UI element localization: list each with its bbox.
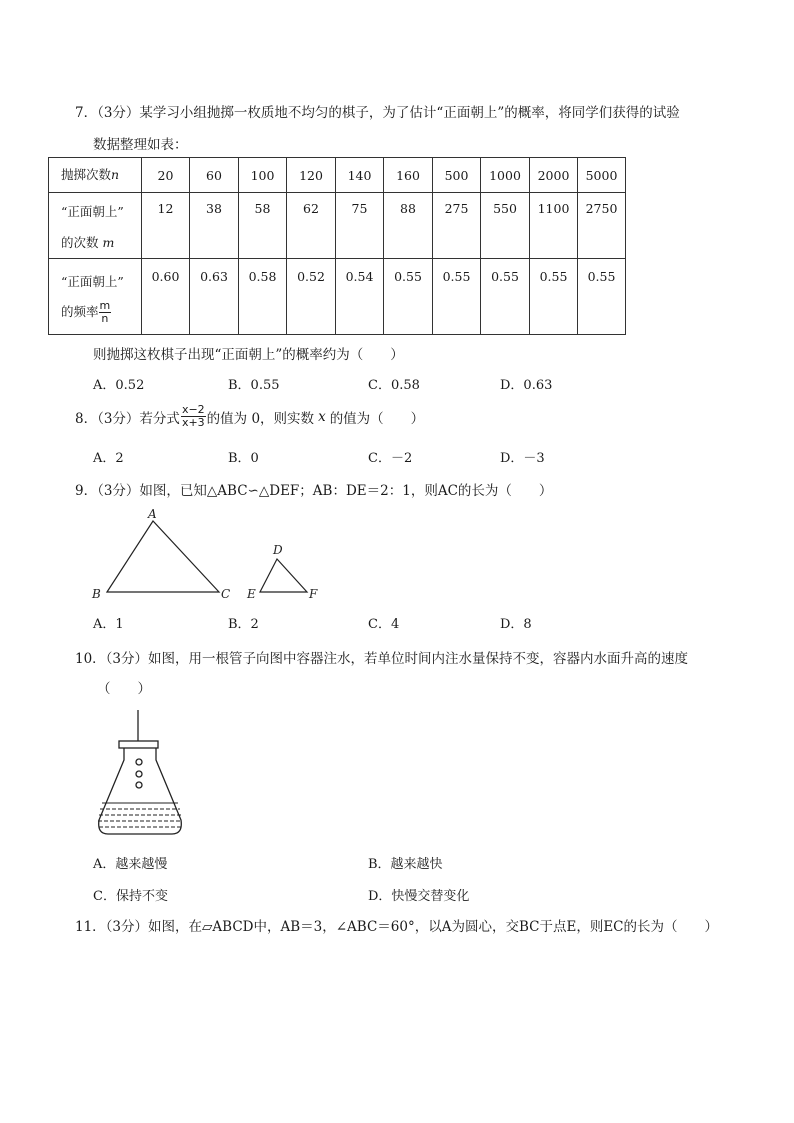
triangle-def [260, 559, 307, 592]
q7-question: 则抛掷这枚棋子出现“正面朝上”的概率约为（ ） [93, 347, 404, 363]
triangle-abc [107, 521, 219, 592]
table-cell: 1100 [530, 193, 578, 259]
q8-fraction: $\frac{x-2}{x+3}$ [181, 403, 205, 429]
table-cell: 100 [239, 158, 287, 193]
q7-stem-line2: 数据整理如表： [93, 137, 188, 153]
table-row [49, 259, 626, 335]
q7-stem-line1: 7．（3分）某学习小组抛掷一枚质地不均匀的棋子，为了估计“正面朝上”的概率，将同学们获得的试验 [75, 105, 680, 121]
row-header-heads-frequency: “正面朝上” 的频率 $\frac{m}{n}$ [49, 259, 142, 335]
table-cell: 88 [384, 193, 433, 259]
q8-stem [75, 404, 424, 429]
q9-option-b[interactable]: B．2 [228, 617, 259, 632]
q10-option-a[interactable]: A．越来越慢 [93, 857, 168, 872]
table-cell: 0.55 [481, 259, 530, 335]
q7-data-table [48, 157, 626, 335]
bubble-icon [136, 771, 142, 777]
vertex-f-label: F [309, 587, 318, 601]
q9-stem: 9．（3分）如图，已知△ABC∽△DEF；AB：DE＝2：1，则AC的长为（ ） [75, 483, 553, 499]
table-cell: 62 [287, 193, 336, 259]
q10-stem-line2: （ ） [97, 681, 151, 697]
q8-suffix-a: 的值为 0，则实数 [206, 410, 315, 427]
q8-option-c[interactable]: C．－2 [368, 451, 413, 466]
table-cell: 0.55 [433, 259, 481, 335]
q10-option-c[interactable]: C．保持不变 [93, 889, 168, 904]
table-cell: 0.54 [336, 259, 384, 335]
vertex-d-label: D [273, 543, 283, 557]
table-cell: 550 [481, 193, 530, 259]
q11-stem: 11．（3分）如图，在▱ABCD中，AB＝3，∠ABC＝60°，以A为圆心，交BC于点E，则EC的长为（ ） [75, 919, 719, 935]
q9-option-a[interactable]: A．1 [93, 617, 124, 632]
table-cell: 12 [142, 193, 190, 259]
table-cell: 120 [287, 158, 336, 193]
q7-option-c[interactable]: C．0.58 [368, 378, 420, 393]
q10-option-d[interactable]: D．快慢交替变化 [368, 889, 470, 904]
q9-option-c[interactable]: C．4 [368, 617, 400, 632]
table-cell: 0.60 [142, 259, 190, 335]
table-cell: 0.55 [384, 259, 433, 335]
vertex-e-label: E [247, 587, 256, 601]
q9-triangles-figure [90, 504, 330, 604]
q9-option-d[interactable]: D．8 [500, 617, 532, 632]
table-cell: 38 [190, 193, 239, 259]
table-cell: 58 [239, 193, 287, 259]
q8-var: x [318, 408, 326, 425]
table-cell: 275 [433, 193, 481, 259]
q8-prefix: 8．（3分）若分式 [75, 410, 180, 427]
vertex-b-label: B [92, 587, 101, 601]
row-header-heads-count: “正面朝上” 的次数 m [49, 193, 142, 259]
table-cell: 0.63 [190, 259, 239, 335]
vertex-c-label: C [221, 587, 231, 601]
table-cell: 2000 [530, 158, 578, 193]
bubble-icon [136, 759, 142, 765]
row-header-throws: 抛掷次数n [49, 158, 142, 193]
q10-stem-line1: 10．（3分）如图，用一根管子向图中容器注水，若单位时间内注水量保持不变，容器内水面升高的速度 [75, 651, 689, 667]
table-row [49, 193, 626, 259]
table-cell: 5000 [578, 158, 626, 193]
table-cell: 60 [190, 158, 239, 193]
table-cell: 1000 [481, 158, 530, 193]
q7-option-b[interactable]: B．0.55 [228, 378, 280, 393]
q8-suffix-b: 的值为（ ） [329, 410, 425, 427]
bubble-icon [136, 782, 142, 788]
table-cell: 500 [433, 158, 481, 193]
table-cell: 0.52 [287, 259, 336, 335]
q7-option-d[interactable]: D．0.63 [500, 378, 553, 393]
table-cell: 0.58 [239, 259, 287, 335]
table-cell: 0.55 [578, 259, 626, 335]
vertex-a-label: A [148, 507, 157, 521]
q10-option-b[interactable]: B．越来越快 [368, 857, 443, 872]
table-cell: 140 [336, 158, 384, 193]
q7-option-a[interactable]: A．0.52 [93, 378, 145, 393]
table-cell: 75 [336, 193, 384, 259]
table-cell: 2750 [578, 193, 626, 259]
table-cell: 0.55 [530, 259, 578, 335]
q8-option-d[interactable]: D．－3 [500, 451, 545, 466]
q10-flask-figure [94, 708, 186, 838]
table-cell: 20 [142, 158, 190, 193]
table-cell: 160 [384, 158, 433, 193]
q8-option-a[interactable]: A．2 [93, 451, 124, 466]
q8-option-b[interactable]: B．0 [228, 451, 259, 466]
flask-stopper [119, 741, 158, 748]
frequency-fraction: $\frac{m}{n}$ [99, 298, 111, 325]
table-row [49, 158, 626, 193]
